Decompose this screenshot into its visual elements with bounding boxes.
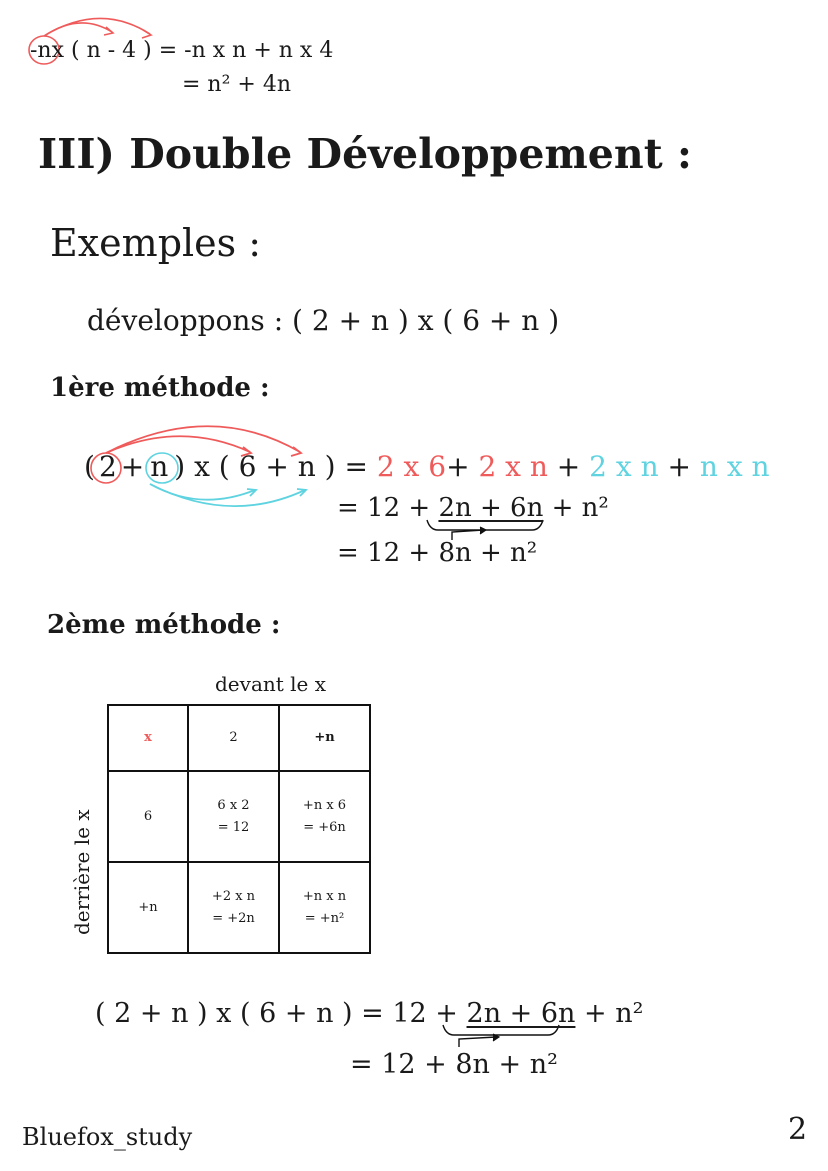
method2-result-line1 <box>95 998 643 1029</box>
table-cell-6x2: 6 x 2 = 12 <box>188 771 279 862</box>
double-entry-table <box>107 704 371 954</box>
m2-l1-suffix: + n² <box>584 998 644 1029</box>
table-corner: x <box>108 705 188 771</box>
table-row-head-n: +n <box>108 862 188 953</box>
arrow-m1-red-2 <box>106 426 300 453</box>
side-axis-label: derrière le x <box>70 809 94 935</box>
lhs-plus: + <box>120 450 145 483</box>
table-cell-nxn: +n x n = +n² <box>279 862 370 953</box>
method1-line1 <box>84 450 770 483</box>
table-cell-2xn: +2 x n = +2n <box>188 862 279 953</box>
plus2: + <box>556 450 581 483</box>
m1-l2-suffix: + n² <box>551 493 609 523</box>
top-term-minus-n: -n <box>30 38 52 63</box>
arrow-m1-cyan-2 <box>150 484 305 506</box>
table-cell-nx6: +n x 6 = +6n <box>279 771 370 862</box>
term-a: 2 x 6 <box>376 450 447 483</box>
lhs-n: n <box>150 450 169 483</box>
arrow-top-1 <box>44 23 112 36</box>
top-axis-label: devant le x <box>215 672 327 696</box>
top-equation-line2: = n² + 4n <box>182 72 292 97</box>
examples-title: Exemples : <box>50 221 262 265</box>
arrow-top-2 <box>44 18 150 36</box>
arrow-m1-cyan-1 <box>150 484 255 500</box>
m1-l2-under: 2n + 6n <box>438 493 544 523</box>
page-number: 2 <box>788 1112 808 1147</box>
plus3: + <box>667 450 691 483</box>
plus1: + <box>446 450 470 483</box>
lhs-2: 2 <box>98 450 117 483</box>
method1-title: 1ère méthode : <box>50 373 270 403</box>
top-equation-rest: x ( n - 4 ) = -n x n + n x 4 <box>51 38 334 63</box>
m2-l1-prefix: ( 2 + n ) x ( 6 + n ) = 12 + <box>95 998 458 1029</box>
lhs-open: ( <box>84 450 95 483</box>
table-header-2: 2 <box>188 705 279 771</box>
section-title: III) Double Développement : <box>38 130 693 178</box>
lhs-rest: ) x ( 6 + n ) = <box>174 450 368 483</box>
term-d: n x n <box>699 450 770 483</box>
term-c: 2 x n <box>589 450 659 483</box>
method2-result-line2: = 12 + 8n + n² <box>350 1049 558 1080</box>
method1-line3: = 12 + 8n + n² <box>337 538 538 568</box>
table-header-n: +n <box>279 705 370 771</box>
method2-title: 2ème méthode : <box>47 610 281 640</box>
method1-line2 <box>337 493 609 523</box>
m1-l2-prefix: = 12 + <box>337 493 431 523</box>
term-b: 2 x n <box>478 450 548 483</box>
footer-brand: Bluefox_study <box>22 1123 193 1151</box>
table-row-head-6: 6 <box>108 771 188 862</box>
top-equation-line1 <box>30 38 333 63</box>
m2-l1-under: 2n + 6n <box>466 998 576 1029</box>
develop-statement: développons : ( 2 + n ) x ( 6 + n ) <box>87 304 560 337</box>
